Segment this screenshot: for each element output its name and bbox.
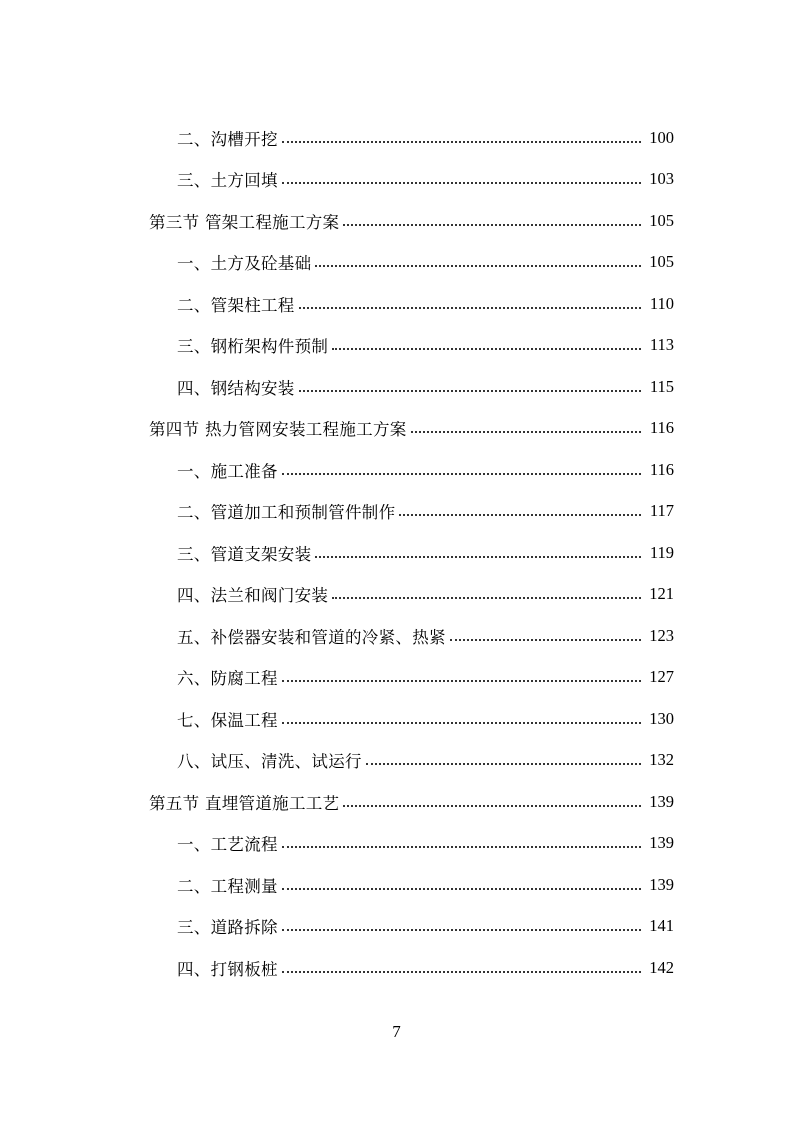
toc-entry-page: 103 (649, 169, 674, 189)
toc-entry-label: 三、钢桁架构件预制 (177, 333, 332, 357)
toc-entry-label: 二、管架柱工程 (177, 292, 299, 316)
toc-section-entry[interactable] (149, 781, 674, 823)
dot-leader (450, 627, 641, 641)
dot-leader (282, 668, 641, 682)
toc-entry-page: 123 (649, 625, 674, 645)
dot-leader (282, 876, 641, 890)
toc-entry-page: 100 (649, 127, 674, 147)
toc-entry[interactable] (177, 864, 674, 906)
toc-entry-label: 三、管道支架安装 (177, 541, 315, 565)
toc-entry[interactable] (177, 615, 674, 657)
dot-leader (332, 585, 641, 599)
dot-leader (366, 751, 641, 765)
toc-entry-page: 115 (649, 376, 674, 396)
toc-entry-label: 三、土方回填 (177, 167, 282, 191)
dot-leader (315, 544, 641, 558)
toc-entry-page: 113 (649, 335, 674, 355)
toc-entry[interactable] (177, 449, 674, 491)
toc-entry-page: 142 (649, 957, 674, 977)
toc-entry[interactable] (177, 159, 674, 201)
dot-leader (315, 253, 641, 267)
toc-entry-label: 五、补偿器安装和管道的冷紧、热紧 (177, 624, 450, 648)
toc-entry-label: 三、道路拆除 (177, 914, 282, 938)
toc-entry-page: 139 (649, 833, 674, 853)
toc-entry-page: 141 (649, 916, 674, 936)
dot-leader (343, 793, 641, 807)
toc-entry[interactable] (177, 574, 674, 616)
toc-entry[interactable] (177, 698, 674, 740)
toc-entry-page: 139 (649, 791, 674, 811)
toc-entry-page: 130 (649, 708, 674, 728)
toc-entry-label: 七、保温工程 (177, 707, 282, 731)
toc-entry-label: 第四节 热力管网安装工程施工方案 (149, 416, 411, 440)
dot-leader (282, 170, 641, 184)
dot-leader (299, 295, 641, 309)
toc-entry-label: 一、施工准备 (177, 458, 282, 482)
toc-entry-label: 一、工艺流程 (177, 831, 282, 855)
toc-entry-label: 四、法兰和阀门安装 (177, 582, 332, 606)
toc-entry-label: 第五节 直埋管道施工工艺 (149, 790, 343, 814)
dot-leader (282, 917, 641, 931)
dot-leader (399, 502, 641, 516)
toc-entry-page: 127 (649, 667, 674, 687)
page-number: 7 (392, 1022, 401, 1041)
dot-leader (282, 959, 641, 973)
toc-section-entry[interactable] (149, 408, 674, 450)
dot-leader (332, 336, 641, 350)
toc-entry-label: 四、打钢板桩 (177, 956, 282, 980)
table-of-contents (0, 117, 793, 989)
toc-entry[interactable] (177, 947, 674, 989)
toc-entry[interactable] (177, 823, 674, 865)
dot-leader (343, 212, 641, 226)
toc-entry[interactable] (177, 325, 674, 367)
dot-leader (282, 129, 641, 143)
toc-entry[interactable] (177, 657, 674, 699)
toc-entry-page: 139 (649, 874, 674, 894)
toc-entry-page: 119 (649, 542, 674, 562)
toc-entry-label: 六、防腐工程 (177, 665, 282, 689)
toc-entry-label: 第三节 管架工程施工方案 (149, 209, 343, 233)
toc-entry-page: 110 (649, 293, 674, 313)
toc-entry-page: 121 (649, 584, 674, 604)
dot-leader (411, 419, 641, 433)
toc-entry-label: 四、钢结构安装 (177, 375, 299, 399)
toc-entry-label: 二、工程测量 (177, 873, 282, 897)
toc-entry[interactable] (177, 117, 674, 159)
dot-leader (282, 834, 641, 848)
toc-section-entry[interactable] (149, 200, 674, 242)
toc-entry-page: 117 (649, 501, 674, 521)
dot-leader (282, 710, 641, 724)
toc-entry[interactable] (177, 740, 674, 782)
toc-entry-label: 一、土方及砼基础 (177, 250, 315, 274)
toc-entry-page: 105 (649, 210, 674, 230)
toc-entry-page: 116 (649, 418, 674, 438)
dot-leader (282, 461, 641, 475)
toc-entry-label: 八、试压、清洗、试运行 (177, 748, 366, 772)
toc-entry[interactable] (177, 491, 674, 533)
toc-entry[interactable] (177, 906, 674, 948)
toc-entry[interactable] (177, 532, 674, 574)
toc-entry-page: 116 (649, 459, 674, 479)
toc-entry-page: 105 (649, 252, 674, 272)
toc-entry-label: 二、管道加工和预制管件制作 (177, 499, 399, 523)
toc-entry[interactable] (177, 242, 674, 284)
dot-leader (299, 378, 641, 392)
toc-entry-label: 二、沟槽开挖 (177, 126, 282, 150)
toc-entry[interactable] (177, 366, 674, 408)
toc-entry-page: 132 (649, 750, 674, 770)
toc-entry[interactable] (177, 283, 674, 325)
